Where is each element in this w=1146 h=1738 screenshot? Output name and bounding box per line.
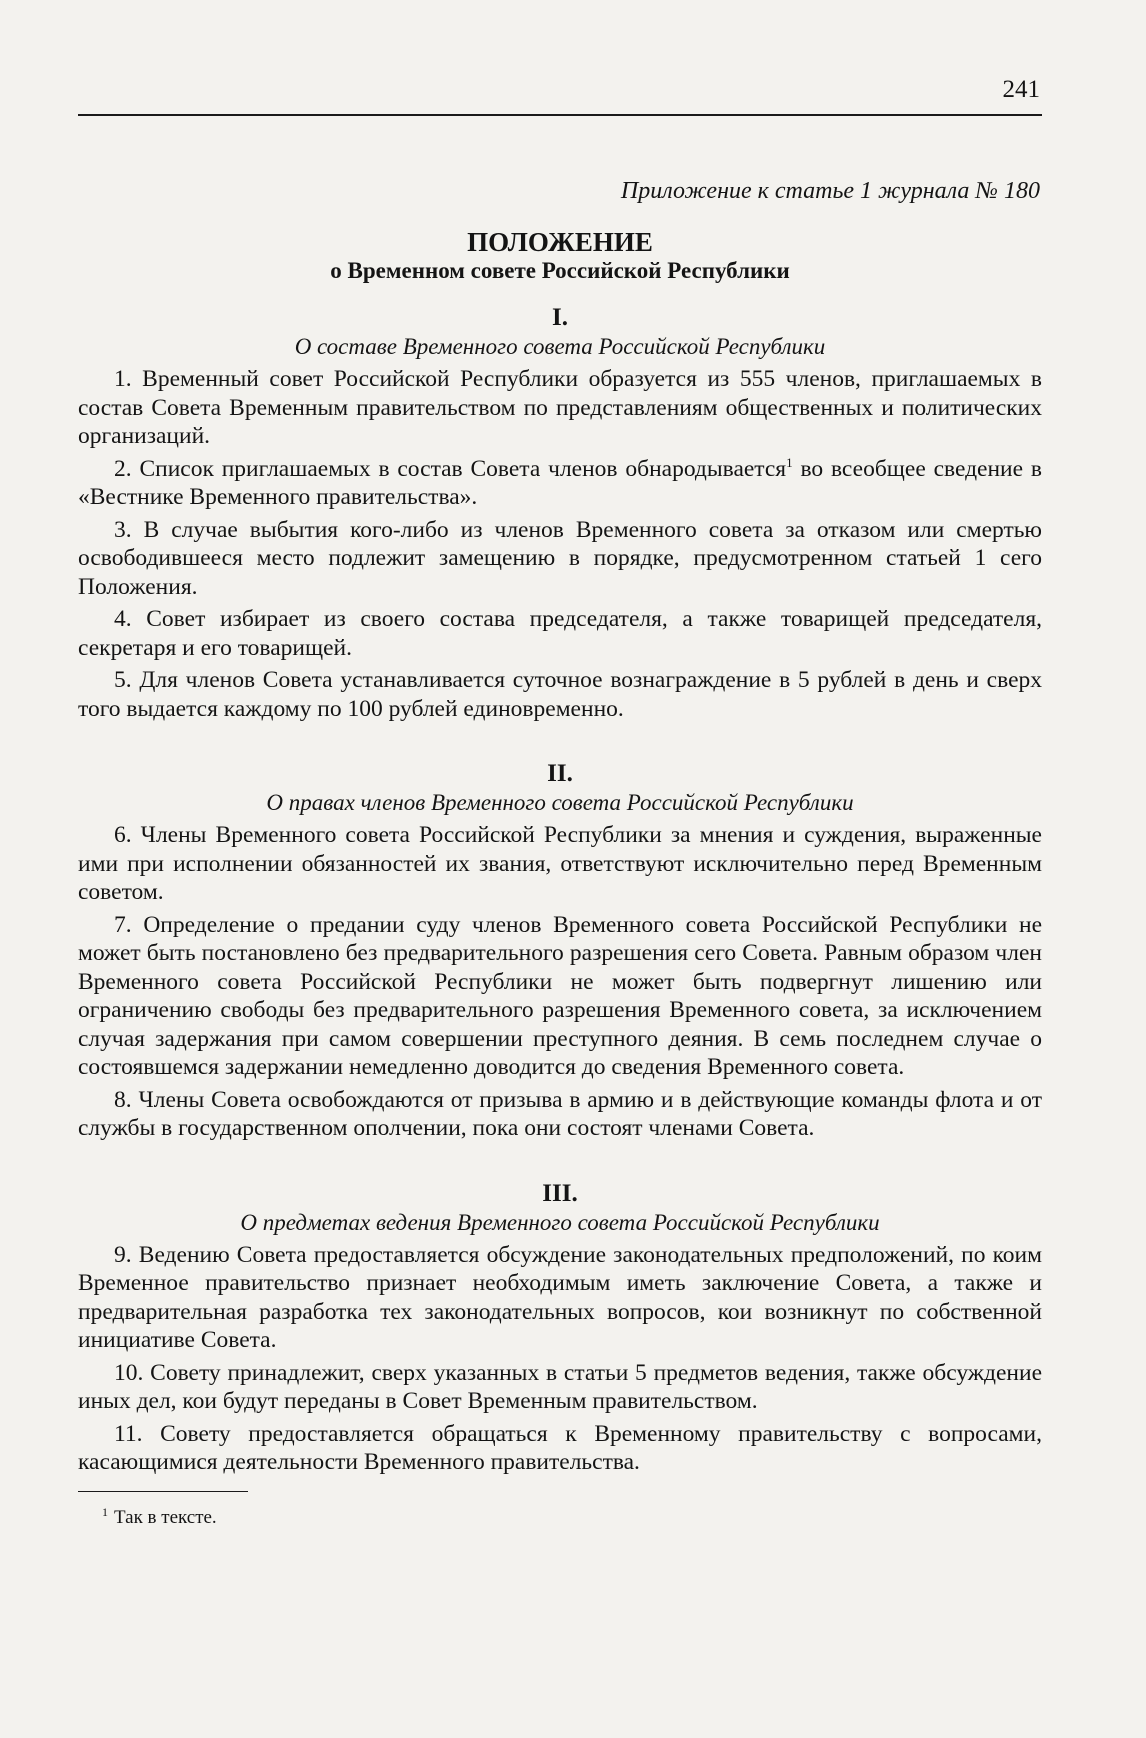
paragraph: 8. Члены Совета освобождаются от призыва в армию и в действующие команды флота и от службы в государственном ополчении, пока они состоят членами Совета. (78, 1086, 1042, 1141)
paragraph: 4. Совет избирает из своего состава председателя, а также товарищей председателя, секретаря и его товарищей. (78, 606, 1042, 661)
paragraph: 7. Определение о предании суду членов Временного совета Российской Республики не может быть постановлено без предварительного разрешения сего Совета. Равным образом член Временного совета Российской Республики не может быть подвергнут лишению или ограничению свободы без предварительного разрешения Временного совета, за исключением случая задержания при самом совершении преступного деяния. В семь последнем случае о состоявшемся задержании немедленно доводится до сведения Временного совета. (78, 911, 1042, 1080)
paragraph-text: 2. Список приглашаемых в состав Совета членов обнародывается (114, 455, 787, 482)
page (78, 70, 1042, 1530)
paragraph-text: во всеобщее сведение в «Вестнике Временного правительства». (78, 455, 1043, 510)
section-title: О составе Временного совета Российской Республики (294, 334, 826, 359)
paragraph: 9. Ведению Совета предоставляется обсуждение законодательных предположений, по коим Временное правительство признает необходимым иметь заключение Совета, а также и предварительная разработка тех законодательных вопросов, кои возникнут по собственной инициативе Совета. (78, 1241, 1042, 1353)
paragraph: 3. В случае выбытия кого-либо из членов Временного совета за отказом или смертью освободившееся место подлежит замещению в порядке, предусмотренном статьей 1 сего Положения. (78, 516, 1042, 600)
paragraph: 1. Временный совет Российской Республики образуется из 555 членов, приглашаемых в состав Совета Временным правительством по представлениям общественных и политических организаций. (78, 366, 1042, 449)
footnote-marker: 1 (102, 1504, 108, 1519)
section-title: О правах членов Временного совета Российской Республики (266, 790, 854, 815)
section-number: II. (547, 760, 573, 787)
paragraph: 5. Для членов Совета устанавливается суточное вознаграждение в 5 рублей в день и сверх того выдается каждому по 100 рублей единовременно. (78, 667, 1042, 722)
footnote-ref: 1 (786, 454, 793, 470)
document-subtitle: о Временном совете Российской Республики (330, 258, 790, 283)
section-title: О предметах ведения Временного совета Российской Республики (240, 1209, 880, 1235)
paragraph: 6. Члены Временного совета Российской Республики за мнения и суждения, выраженные ими при исполнении обязанностей их звания, ответствуют исключительно перед Временным советом. (78, 822, 1042, 905)
document-title: ПОЛОЖЕНИЕ (467, 227, 653, 257)
section-number: III. (542, 1179, 578, 1207)
appendix-note: Приложение к статье 1 журнала № 180 (620, 178, 1040, 204)
page-number: 241 (1002, 76, 1040, 103)
section-number: I. (552, 304, 568, 331)
footnote-text: Так в тексте. (114, 1506, 217, 1528)
paragraph: 10. Совету принадлежит, сверх указанных в статьи 5 предметов ведения, также обсуждение иных дел, кои будут переданы в Совет Временным правительством. (78, 1359, 1042, 1414)
footnote (78, 1500, 1042, 1530)
paragraph: 11. Совету предоставляется обращаться к Временному правительству с вопросами, касающимися деятельности Временного правительства. (78, 1420, 1042, 1475)
page-header (78, 70, 1042, 116)
footnote-divider (78, 1491, 248, 1492)
paragraph (78, 455, 1042, 512)
